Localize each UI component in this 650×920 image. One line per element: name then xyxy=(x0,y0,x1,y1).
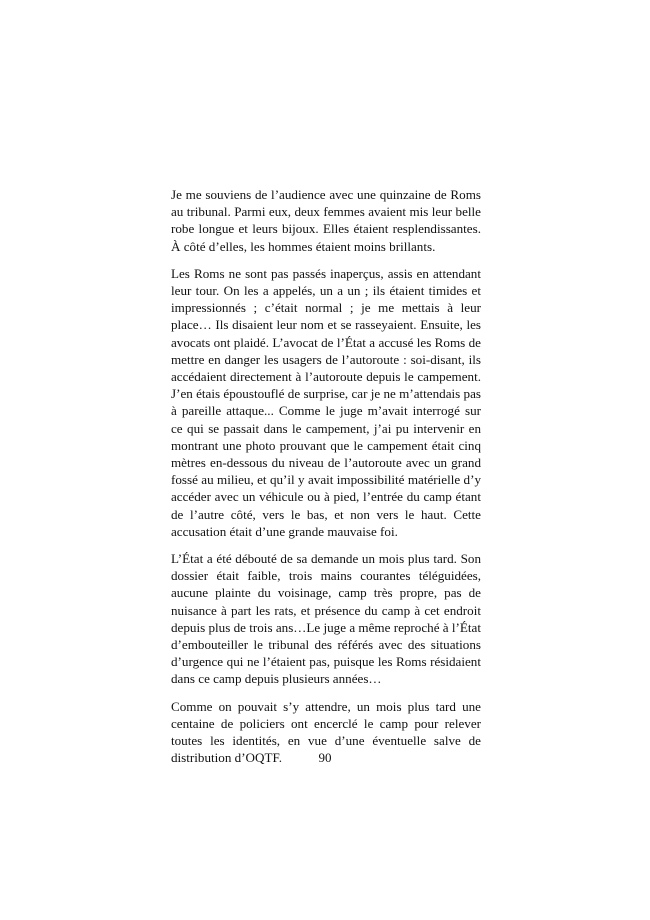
paragraph-1: Je me souviens de l’audience avec une quinzaine de Roms au tribunal. Parmi eux, deux femmes avaient mis leur belle robe longue et leurs bijoux. Elles étaient resplendissantes. À côté d’elles, les hommes étaient moins brillants. xyxy=(171,187,481,254)
paragraph-4: Comme on pouvait s’y attendre, un mois plus tard une centaine de policiers ont encerclé le camp pour relever toutes les identités, en vue d’une éventuelle salve de distribution d’OQTF. xyxy=(171,698,481,766)
paragraph-3: L’État a été débouté de sa demande un mois plus tard. Son dossier était faible, trois mains courantes téléguidées, aucune plainte du voisinage, camp très propre, pas de nuisance à part les rats, et présence du camp à cet endroit depuis plus de trois ans…Le juge a même reproché à l’État d’embouteiller le tribunal des référés avec des situations d’urgence qui ne l’étaient pas, puisque les Roms résidaient dans ce camp depuis plusieurs années… xyxy=(171,551,481,687)
body-text xyxy=(171,186,481,777)
paragraph-2: Les Roms ne sont pas passés inaperçus, assis en attendant leur tour. On les a appelés, un a un ; ils étaient timides et impressionnés ; c’était normal ; je me mettais à leur place… Ils disaient leur nom et se rasseyaient. Ensuite, les avocats ont plaidé. L’avocat de l’État a accusé les Roms de mettre en danger les usagers de l’autoroute : soi-disant, ils accédaient directement à l’autoroute depuis le campement. J’en étais époustouflé de surprise, car je ne m’attendais pas à pareille attaque... Comme le juge m’avait interrogé sur ce qui se passait dans le campement, j’ai pu intervenir en montrant une photo prouvant que le campement était cinq mètres en-dessous du niveau de l’autoroute avec un grand fossé au milieu, et qu’il y avait impossibilité matérielle d’y accéder avec un véhicule ou à pied, l’entrée du camp étant de l’autre côté, vers le bas, et non vers le haut. Cette accusation était d’une grande mauvaise foi. xyxy=(171,265,481,539)
page-number: 90 xyxy=(318,750,332,765)
